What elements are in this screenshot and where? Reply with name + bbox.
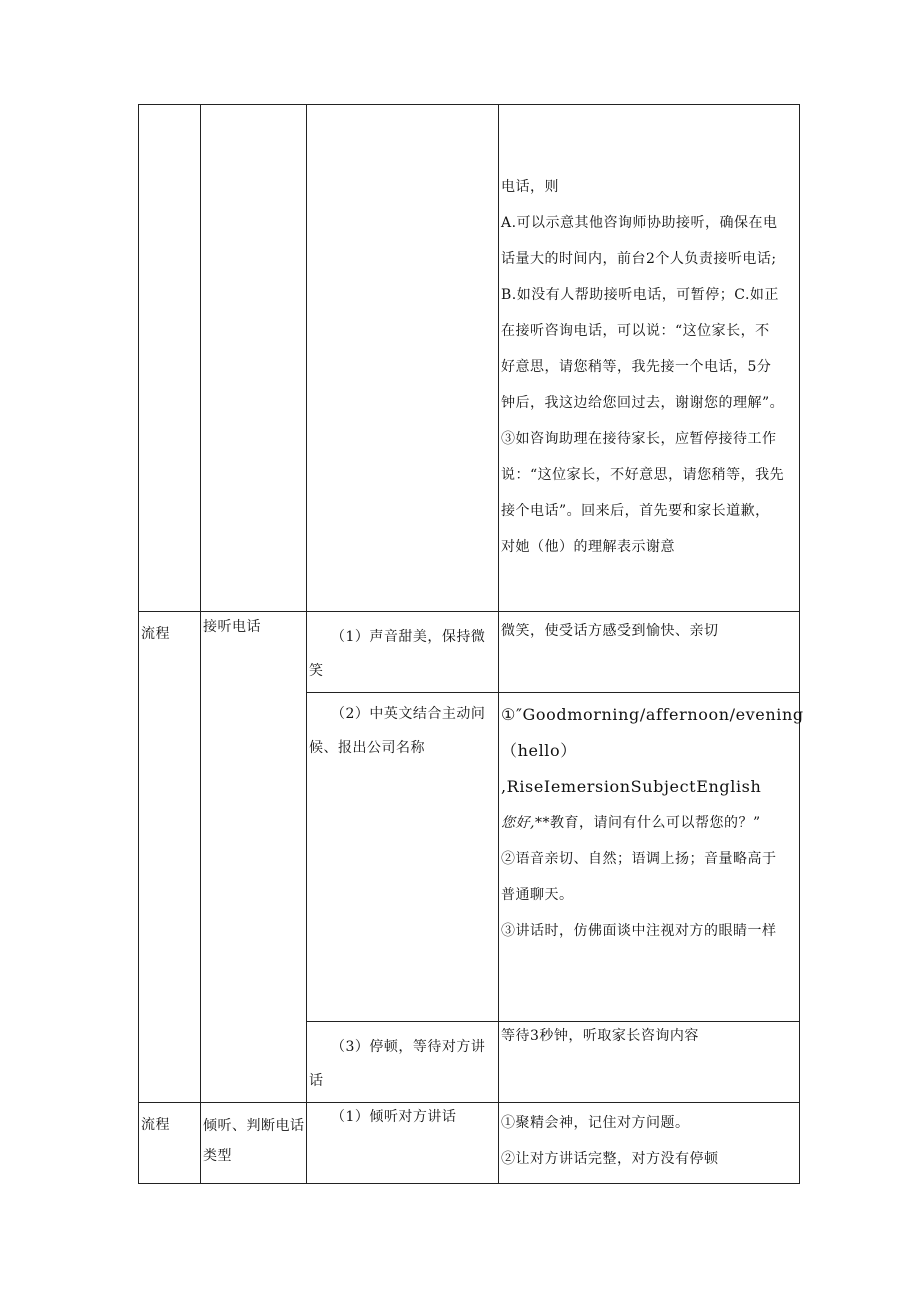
desc-line: 电话，则 [501, 179, 559, 195]
step-description: 等待3秒钟，听取家长咨询内容 [499, 1022, 800, 1103]
desc-line: ③讲话时，仿佛面谈中注视对方的眼睛一样 [501, 923, 777, 939]
desc-line: 说：“这位家长，不好意思，请您稍等，我先 [501, 467, 785, 483]
greeting-english-line: （hello） [501, 741, 577, 760]
step-cell-empty [307, 105, 499, 612]
desc-line: ②语音亲切、自然；语调上扬；音量略高于 [501, 851, 777, 867]
procedure-table [138, 104, 804, 1184]
continued-row [139, 105, 800, 612]
item-cell-empty [201, 105, 307, 612]
desc-line: 接个电话”。回来后，首先要和家长道歉， [501, 503, 770, 519]
step-title: （3）停顿，等待对方讲话 [307, 1022, 499, 1103]
step-title: （1）倾听对方讲话 [307, 1103, 499, 1184]
section2-step1-row [139, 1103, 800, 1184]
greeting-italic: 您好, [501, 815, 535, 831]
greeting-english-line: ①″Goodmorning/affernoon/evening [501, 705, 804, 724]
item-label: 倾听、判断电话类型 [201, 1103, 307, 1184]
desc-line: 普通聊天。 [501, 887, 574, 903]
desc-line: ③如咨询助理在接待家长，应暂停接待工作 [501, 431, 777, 447]
step-title: （2）中英文结合主动问候、报出公司名称 [307, 693, 499, 1022]
desc-line: 话量大的时间内，前台2个人负责接听电话; [501, 251, 777, 267]
greeting-english-line: ,RiseIemersionSubjectEnglish [501, 777, 762, 796]
item-label: 接听电话 [201, 612, 307, 1103]
desc-line: ②让对方讲话完整，对方没有停顿 [501, 1151, 719, 1167]
desc-line: B.如没有人帮助接听电话，可暂停；C.如正 [501, 287, 779, 303]
step-description: 微笑，使受话方感受到愉快、亲切 [499, 612, 800, 693]
stage-label: 流程 [139, 612, 201, 1103]
desc-line: 对她（他）的理解表示谢意 [501, 539, 675, 555]
desc-line: 钟后，我这边给您回过去，谢谢您的理解”。 [501, 395, 785, 411]
desc-line: 在接听咨询电话，可以说：“这位家长，不 [501, 323, 770, 339]
desc-line: 好意思，请您稍等，我先接一个电话，5分 [501, 359, 772, 375]
stage-label: 流程 [139, 1103, 201, 1184]
step-description [499, 1103, 800, 1184]
continued-description-cell [499, 105, 800, 612]
stage-cell-empty [139, 105, 201, 612]
step-description [499, 693, 804, 1022]
desc-line: ①聚精会神，记住对方问题。 [501, 1115, 690, 1131]
desc-line: A.可以示意其他咨询师协助接听，确保在电 [501, 215, 778, 231]
step-title: （1）声音甜美，保持微笑 [307, 612, 499, 693]
section1-step1-row [139, 612, 800, 693]
greeting-rest: **教育，请问有什么可以帮您的？” [534, 815, 761, 831]
greeting-chinese-line [501, 805, 799, 841]
